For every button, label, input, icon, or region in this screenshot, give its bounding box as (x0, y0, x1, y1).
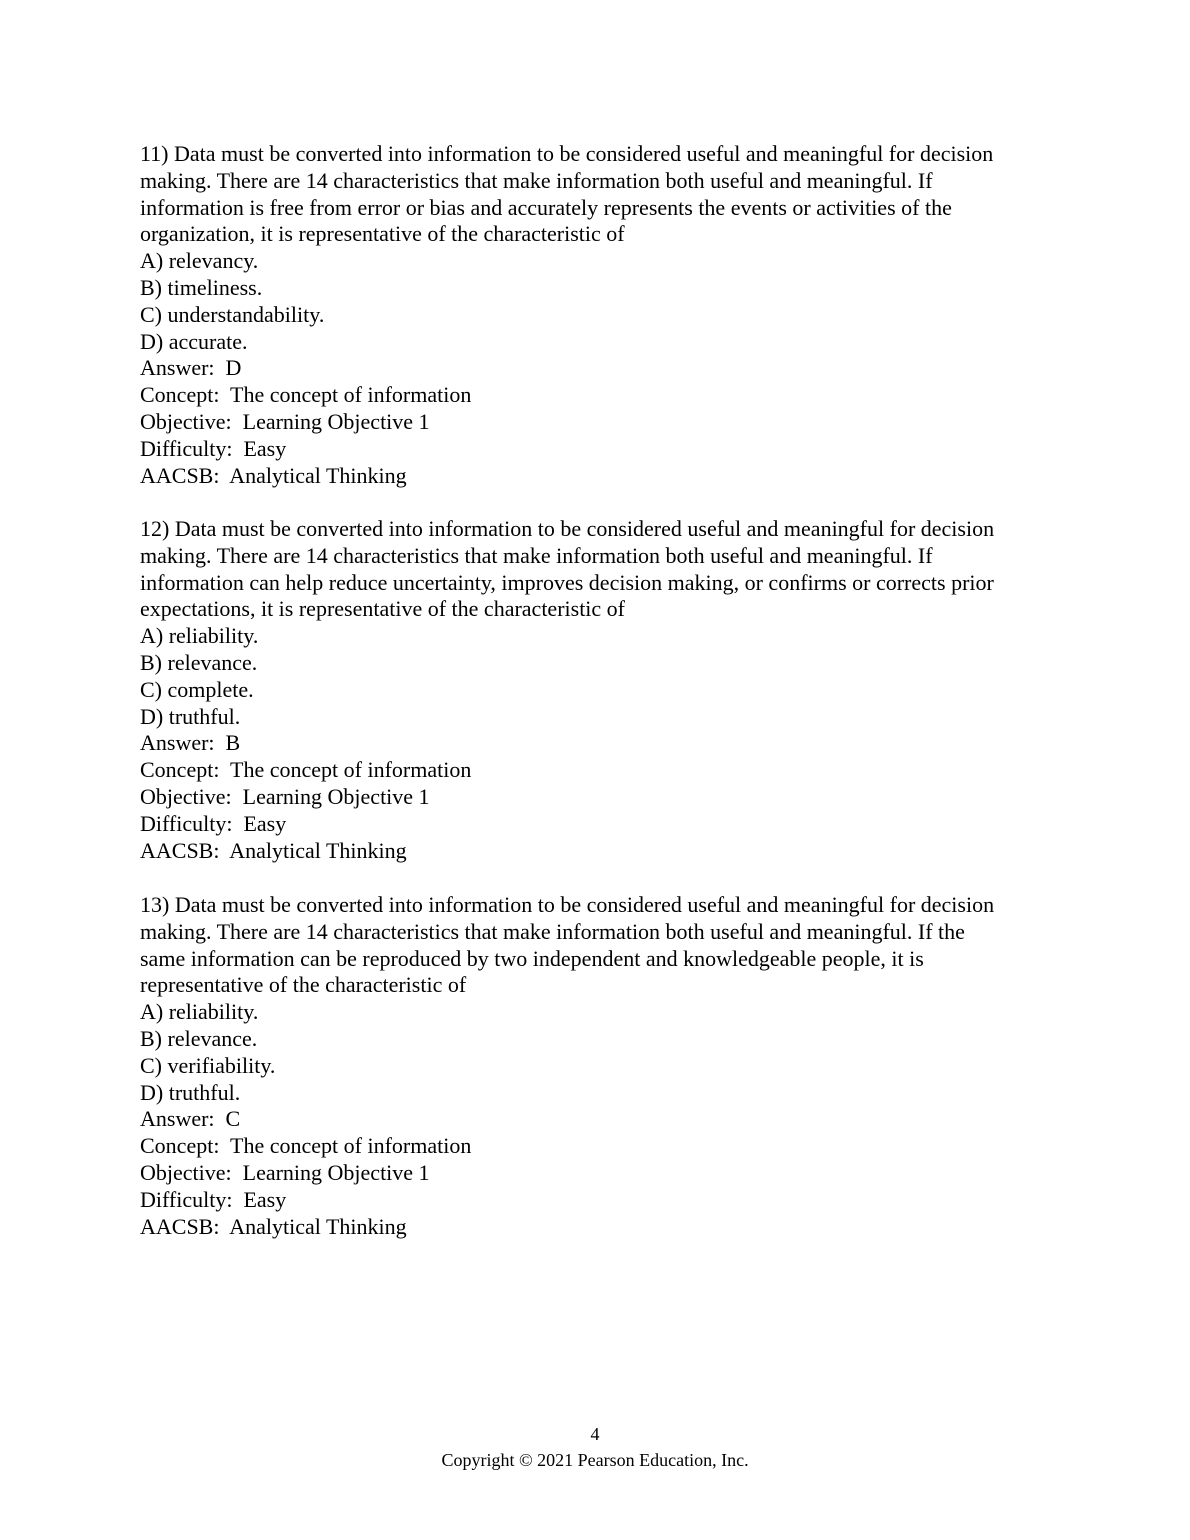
option-d: D) truthful. (140, 1079, 241, 1105)
difficulty: Difficulty: Easy (140, 435, 287, 461)
concept: Concept: The concept of information (140, 382, 472, 408)
aacsb: AACSB: Analytical Thinking (140, 837, 407, 863)
objective: Objective: Learning Objective 1 (140, 408, 430, 434)
question-stem-line: information can help reduce uncertainty, improves decision making, or confirms or corrects prior (140, 569, 994, 595)
question-stem-line: making. There are 14 characteristics that make information both useful and meaningful. If (140, 167, 933, 193)
concept: Concept: The concept of information (140, 757, 472, 783)
question-stem-line: expectations, it is representative of the characteristic of (140, 596, 626, 622)
question-13 (140, 892, 1060, 1240)
option-c: C) verifiability. (140, 1052, 276, 1078)
question-stem-line: 12) Data must be converted into information to be considered useful and meaningful for decision (140, 516, 995, 541)
question-stem-line: making. There are 14 characteristics that make information both useful and meaningful. If (140, 542, 933, 568)
option-b: B) timeliness. (140, 274, 263, 300)
option-d: D) accurate. (140, 328, 248, 354)
option-a: A) reliability. (140, 623, 259, 649)
objective: Objective: Learning Objective 1 (140, 1159, 430, 1185)
question-11 (140, 141, 1060, 489)
page-number: 4 (590, 1424, 600, 1444)
question-12 (140, 516, 1060, 864)
option-c: C) complete. (140, 676, 254, 702)
difficulty: Difficulty: Easy (140, 810, 287, 836)
option-c: C) understandability. (140, 301, 325, 327)
option-d: D) truthful. (140, 703, 241, 729)
question-stem-line: same information can be reproduced by two independent and knowledgeable people, it is (140, 945, 924, 971)
question-stem-line: making. There are 14 characteristics that make information both useful and meaningful. If the (140, 918, 965, 944)
answer: Answer: C (140, 1106, 241, 1132)
question-stem-line: representative of the characteristic of (140, 972, 467, 998)
option-a: A) reliability. (140, 999, 259, 1025)
question-stem-line: 13) Data must be converted into information to be considered useful and meaningful for decision (140, 892, 995, 917)
question-stem-line: 11) Data must be converted into information to be considered useful and meaningful for decision (140, 141, 994, 166)
option-a: A) relevancy. (140, 248, 259, 274)
concept: Concept: The concept of information (140, 1133, 472, 1159)
aacsb: AACSB: Analytical Thinking (140, 1213, 407, 1239)
question-stem-line: information is free from error or bias and accurately represents the events or activities of the (140, 194, 952, 220)
copyright-notice: Copyright © 2021 Pearson Education, Inc. (441, 1450, 749, 1470)
aacsb: AACSB: Analytical Thinking (140, 462, 407, 488)
difficulty: Difficulty: Easy (140, 1186, 287, 1212)
answer: Answer: B (140, 730, 241, 756)
answer: Answer: D (140, 355, 242, 381)
option-b: B) relevance. (140, 649, 258, 675)
objective: Objective: Learning Objective 1 (140, 783, 430, 809)
option-b: B) relevance. (140, 1025, 258, 1051)
question-stem-line: organization, it is representative of the characteristic of (140, 221, 625, 247)
